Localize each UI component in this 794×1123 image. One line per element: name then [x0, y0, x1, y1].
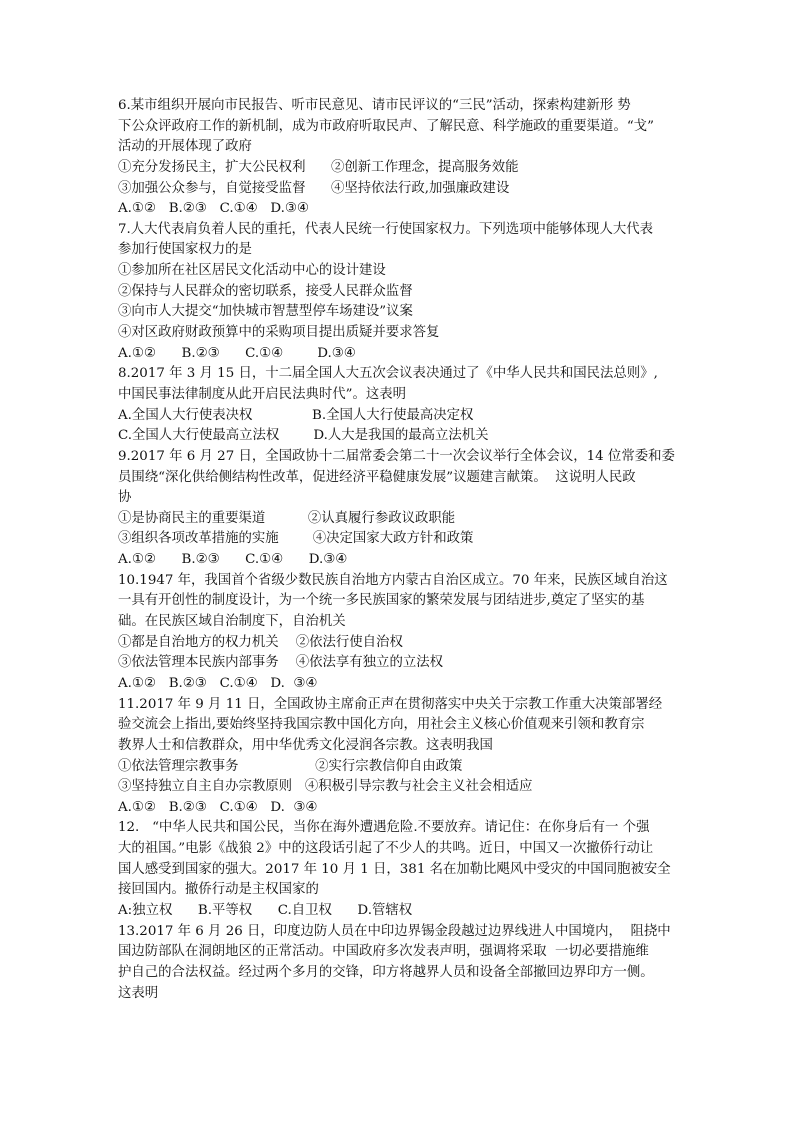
q9-options-line-1: ①是协商民主的重要渠道 ②认真履行参政议政职能	[118, 510, 456, 526]
q8-choices-ab: A.全国人大行使表决权 B.全国人大行使最高决定权	[118, 407, 474, 423]
q6-stem-line-3: 活动的开展体现了政府	[118, 139, 252, 155]
q9-choices: A.①② B.②③ C.①④ D.③④	[118, 552, 348, 568]
q7-stem-line-2: 参加行使国家权力的是	[118, 242, 252, 258]
q10-stem-line-1: 10.1947 年，我国首个省级少数民族自治地方内蒙古自治区成立。70 年来，民族区域自治这	[118, 572, 668, 588]
q7-option-3: ③向市人大提交“加快城市智慧型停车场建设”议案	[118, 304, 413, 320]
q11-stem-line-3: 教界人士和信教群众，用中华优秀文化浸润各宗教。这表明我国	[118, 737, 493, 753]
q7-stem-line-1: 7.人大代表肩负着人民的重托，代表人民统一行使国家权力。下列选项中能够体现人大代表	[118, 221, 654, 237]
q13-stem-line-3: 护自己的合法权益。经过两个多月的交锋，印方将越界人员和设备全部撤回边界印方一侧。	[118, 964, 654, 980]
q11-stem-line-2: 验交流会上指出,要始终坚持我国宗教中国化方向，用社会主义核心价值观来引领和教育宗	[118, 717, 645, 733]
q7-option-1: ①参加所在社区居民文化活动中心的设计建设	[118, 263, 386, 279]
q11-stem-line-1: 11.2017 年 9 月 11 日，全国政协主席俞正声在贯彻落实中央关于宗教工作重大决策部署经	[118, 696, 663, 712]
q12-stem-line-2: 大的祖国。”电影《战狼 2》中的这段话引起了不少人的共鸣。近日，中国又一次撤侨行动让	[118, 841, 654, 857]
q6-choices: A.①② B.②③ C.①④ D.③④	[118, 201, 309, 217]
q13-stem-line-1: 13.2017 年 6 月 26 日，印度边防人员在中印边界锡金段越过边界线进人中国境内， 阻挠中	[118, 923, 671, 939]
q10-stem-line-3: 础。在民族区域自治制度下，自治机关	[118, 614, 346, 630]
q9-options-line-2: ③组织各项改革措施的实施 ④决定国家大政方针和政策	[118, 531, 474, 547]
q7-choices: A.①② B.②③ C.①④ D.③④	[118, 345, 356, 361]
q10-options-line-1: ①都是自治地方的权力机关 ②依法行使自治权	[118, 634, 403, 650]
q12-stem-line-3: 国人感受到国家的强大。2017 年 10 月 1 日，381 名在加勒比飓风中受灾的中国同胞被安全	[118, 861, 671, 877]
q6-stem-line-1: 6.某市组织开展向市民报告、听市民意见、请市民评议的“三民”活动，探索构建新形 势	[118, 98, 631, 113]
q8-stem-line-1: 8.2017 年 3 月 15 日，十二届全国人大五次会议表决通过了《中华人民共和国民法总则》,	[118, 366, 658, 382]
q6-stem-line-2: 下公众评政府工作的新机制，成为市政府听取民声、了解民意、科学施政的重要渠道。“戈”	[118, 118, 654, 134]
q9-stem-line-1: 9.2017 年 6 月 27 日，全国政协十二届常委会第二十一次会议举行全体会议，14 位常委和委	[118, 448, 675, 464]
q7-option-2: ②保持与人民群众的密切联系，接受人民群众监督	[118, 283, 413, 299]
q10-choices: A.①② B.②③ C.①④ D. ③④	[118, 675, 318, 691]
q12-choices: A:独立权 B.平等权 C.自卫权 D.管辖权	[118, 902, 413, 918]
q12-stem-line-4: 接回国内。撤侨行动是主权国家的	[118, 882, 319, 898]
q8-choices-cd: C.全国人大行使最高立法权 D.人大是我国的最高立法机关	[118, 428, 489, 444]
q6-options-line-1: ①充分发扬民主，扩大公民权利 ②创新工作理念，提高服务效能	[118, 159, 519, 175]
exam-page	[118, 96, 678, 1004]
q13-stem-line-4: 这表明	[118, 985, 159, 1001]
q8-stem-line-2: 中国民事法律制度从此开启民法典时代”。这表明	[118, 386, 407, 402]
q7-option-4: ④对区政府财政预算中的采购项目提出质疑并要求答复	[118, 325, 440, 341]
q11-options-line-2: ③坚持独立自主自办宗教原则 ④积极引导宗教与社会主义社会相适应	[118, 779, 533, 795]
q11-options-line-1: ①依法管理宗教事务 ②实行宗教信仰自由政策	[118, 758, 463, 774]
q9-stem-line-3: 协	[118, 490, 132, 506]
q10-stem-line-2: 一具有开创性的制度设计，为一个统一多民族国家的繁荣发展与团结进步,奠定了坚实的基	[118, 593, 645, 609]
q12-stem-line-1: 12. “中华人民共和国公民，当你在海外遭遇危险.不要放弃。请记住：在你身后有一 个强	[118, 820, 650, 836]
q13-stem-line-2: 国边防部队在洞朗地区的正常活动。中国政府多次发表声明，强调将采取 一切必要措施维	[118, 944, 649, 960]
q9-stem-line-2: 员围绕“深化供给侧结构性改革，促进经济平稳健康发展”议题建言献策。 这说明人民政	[118, 469, 636, 485]
q10-options-line-2: ③依法管理本民族内部事务 ④依法享有独立的立法权	[118, 655, 444, 671]
q6-options-line-2: ③加强公众参与，自觉接受监督 ④坚持依法行政,加强廉政建设	[118, 180, 510, 196]
q11-choices: A.①② B.②③ C.①④ D. ③④	[118, 799, 318, 815]
